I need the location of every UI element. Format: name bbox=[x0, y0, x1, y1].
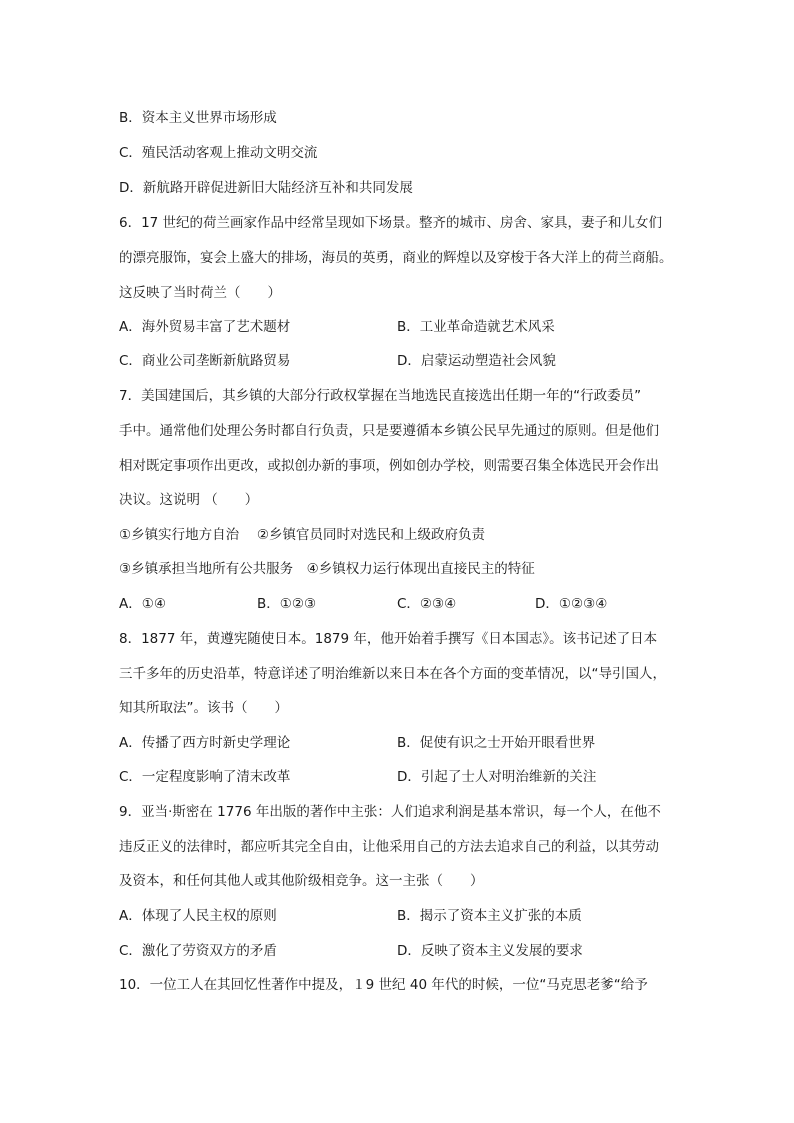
q6-option-d: D．启蒙运动塑造社会风貌 bbox=[397, 353, 556, 369]
q5-option-d: D．新航路开辟促进新旧大陆经济互补和共同发展 bbox=[119, 180, 413, 196]
q6-stem-line-3: 这反映了当时荷兰（ ） bbox=[119, 285, 281, 301]
q6-option-c: C．商业公司垄断新航路贸易 bbox=[119, 353, 291, 369]
q8-option-b: B．促使有识之士开始开眼看世界 bbox=[397, 735, 596, 751]
q9-option-d: D．反映了资本主义发展的要求 bbox=[397, 943, 583, 959]
q7-statements-line-2: ③乡镇承担当地所有公共服务 ④乡镇权力运行体现出直接民主的特征 bbox=[119, 561, 535, 577]
q7-option-d: D．①②③④ bbox=[535, 596, 608, 612]
q5-option-b: B．资本主义世界市场形成 bbox=[119, 110, 277, 126]
q8-option-a: A．传播了西方时新史学理论 bbox=[119, 735, 291, 751]
q9-option-a: A．体现了人民主权的原则 bbox=[119, 908, 277, 924]
q7-option-a: A．①④ bbox=[119, 596, 166, 612]
q8-option-c: C．一定程度影响了清末改革 bbox=[119, 769, 291, 785]
q7-stem-line-1: 7．美国建国后，其乡镇的大部分行政权掌握在当地选民直接选出任期一年的“行政委员” bbox=[119, 388, 642, 404]
q6-stem-line-2: 的漂亮服饰，宴会上盛大的排场，海员的英勇，商业的辉煌以及穿梭于各大洋上的荷兰商船。 bbox=[119, 250, 673, 266]
q7-option-c: C．②③④ bbox=[397, 596, 457, 612]
q7-stem-line-3: 相对既定事项作出更改，或拟创办新的事项，例如创办学校，则需要召集全体选民开会作出 bbox=[119, 458, 659, 474]
q9-option-b: B．揭示了资本主义扩张的本质 bbox=[397, 908, 582, 924]
q9-stem-line-3: 及资本，和任何其他人或其他阶级相竞争。这一主张（ ） bbox=[119, 873, 484, 889]
q6-stem-line-1: 6．17 世纪的荷兰画家作品中经常呈现如下场景。整齐的城市、房舍、家具，妻子和儿女们 bbox=[119, 215, 663, 231]
q8-stem-line-3: 知其所取法”。该书（ ） bbox=[119, 700, 288, 716]
q8-option-d: D．引起了士人对明治维新的关注 bbox=[397, 769, 597, 785]
q7-stem-line-2: 手中。通常他们处理公务时都自行负责，只是要遵循本乡镇公民早先通过的原则。但是他们 bbox=[119, 423, 659, 439]
q9-option-c: C．激化了劳资双方的矛盾 bbox=[119, 943, 277, 959]
q9-stem-line-2: 违反正义的法律时，都应听其完全自由，让他采用自己的方法去追求自己的利益，以其劳动 bbox=[119, 839, 659, 855]
q7-stem-line-4: 决议。这说明 （ ） bbox=[119, 492, 259, 508]
q7-option-b: B．①②③ bbox=[257, 596, 317, 612]
q6-option-b: B．工业革命造就艺术风采 bbox=[397, 319, 555, 335]
q6-option-a: A．海外贸易丰富了艺术题材 bbox=[119, 319, 291, 335]
q7-statements-line-1: ①乡镇实行地方自治 ②乡镇官员同时对选民和上级政府负责 bbox=[119, 527, 485, 543]
q10-stem-line-1: 10．一位工人在其回忆性著作中提及，１9 世纪 40 年代的时候，一位“马克思老爹“给予 bbox=[119, 977, 648, 993]
q9-stem-line-1: 9．亚当·斯密在 1776 年出版的著作中主张：人们追求利润是基本常识，每一个人，在他不 bbox=[119, 804, 661, 820]
q8-stem-line-2: 三千多年的历史沿革，特意详述了明治维新以来日本在各个方面的变革情况，以“导引国人， bbox=[119, 666, 666, 682]
q8-stem-line-1: 8．1877 年，黄遵宪随使日本。1879 年，他开始着手撰写《日本国志》。该书记述了日本 bbox=[119, 631, 658, 647]
q5-option-c: C．殖民活动客观上推动文明交流 bbox=[119, 145, 318, 161]
